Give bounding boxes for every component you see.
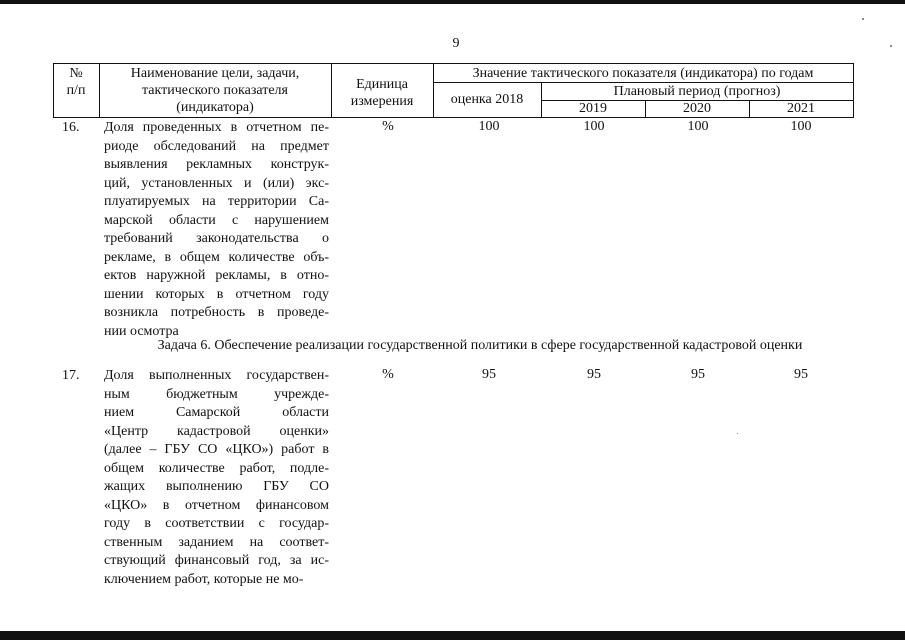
header-year-2020: 2020: [683, 101, 711, 116]
description-line: ным бюджетным учрежде-: [104, 386, 329, 402]
page-number: 9: [452, 36, 460, 51]
description-line: нием Самарской области: [104, 405, 329, 420]
description-line: возникла потребность в проведе-: [104, 305, 329, 320]
scan-speck: [862, 18, 864, 20]
header-top-rule: [53, 63, 853, 64]
description-line: жащих выполнению ГБУ СО: [104, 479, 329, 494]
description-line: ций, установленных и (или) экс-: [104, 175, 329, 191]
description-line: ствующий финансовый год, за ис-: [104, 553, 329, 568]
row-unit: %: [382, 367, 394, 382]
header-group-rule: [433, 82, 853, 83]
description-line: нии осмотра: [104, 323, 179, 339]
row-estimate-2018: 95: [482, 367, 496, 382]
row-number: 16.: [62, 120, 80, 135]
description-line: риоде обследований на предмет: [104, 138, 329, 154]
header-bottom-rule: [53, 117, 853, 118]
description-line: «Центр кадастровой оценки»: [104, 423, 329, 439]
row-number: 17.: [62, 368, 80, 383]
header-name-line1: Наименование цели, задачи,: [130, 66, 300, 81]
description-line: Доля выполненных государствен-: [104, 368, 329, 383]
description-line: шении которых в отчетном году: [104, 286, 329, 302]
description-line: «ЦКО» в отчетном финансовом: [104, 497, 329, 513]
header-unit-line1: Единица: [356, 77, 408, 92]
description-line: году в соответствии с государ-: [104, 516, 329, 531]
description-line: ектов наружной рекламы, в отно-: [104, 268, 329, 283]
header-num-line1: №: [69, 66, 83, 81]
row-value-2020: 95: [691, 367, 705, 382]
scan-top-border: [0, 0, 905, 4]
row-value-2019: 100: [583, 119, 605, 134]
header-unit-line2: измерения: [350, 94, 414, 109]
description-line: общем количестве работ, подле-: [104, 460, 329, 476]
description-line: плуатируемых на территории Са-: [104, 194, 329, 209]
description-line: (далее – ГБУ СО «ЦКО») работ в: [104, 442, 329, 457]
row-estimate-2018: 100: [478, 119, 500, 134]
header-year-2019: 2019: [579, 101, 607, 116]
row-value-2019: 95: [587, 367, 601, 382]
description-line: ственным заданием на соответ-: [104, 534, 329, 550]
row-value-2021: 100: [790, 119, 812, 134]
header-right-edge: [853, 63, 854, 118]
scan-speck: [890, 45, 892, 47]
row-description: [104, 119, 329, 341]
row-unit: %: [382, 119, 394, 134]
header-name-line2: тактического показателя: [142, 83, 288, 98]
description-line: марской области с нарушением: [104, 212, 329, 228]
header-num-line2: п/п: [66, 83, 86, 98]
scan-bottom-border: [0, 631, 905, 640]
row-value-2020: 100: [687, 119, 709, 134]
task-heading: Задача 6. Обеспечение реализации государственной политики в сфере государственной кадастровой оценки: [157, 338, 803, 353]
row-description: [104, 367, 329, 589]
description-line: выявления рекламных конструк-: [104, 157, 329, 172]
description-line: Доля проведенных в отчетном пе-: [104, 120, 329, 135]
header-value-group: Значение тактического показателя (индикатора) по годам: [472, 66, 814, 81]
description-line: требований законодательства о: [104, 231, 329, 246]
header-year-2021: 2021: [787, 101, 815, 116]
description-line: рекламе, в общем количестве объ-: [104, 249, 329, 265]
header-estimate: оценка 2018: [450, 92, 524, 107]
description-line: ключением работ, которые не мо-: [104, 571, 304, 587]
scan-speck: [737, 433, 738, 434]
header-name-line3: (индикатора): [176, 100, 254, 115]
row-value-2021: 95: [794, 367, 808, 382]
header-plan-period: Плановый период (прогноз): [613, 84, 781, 99]
